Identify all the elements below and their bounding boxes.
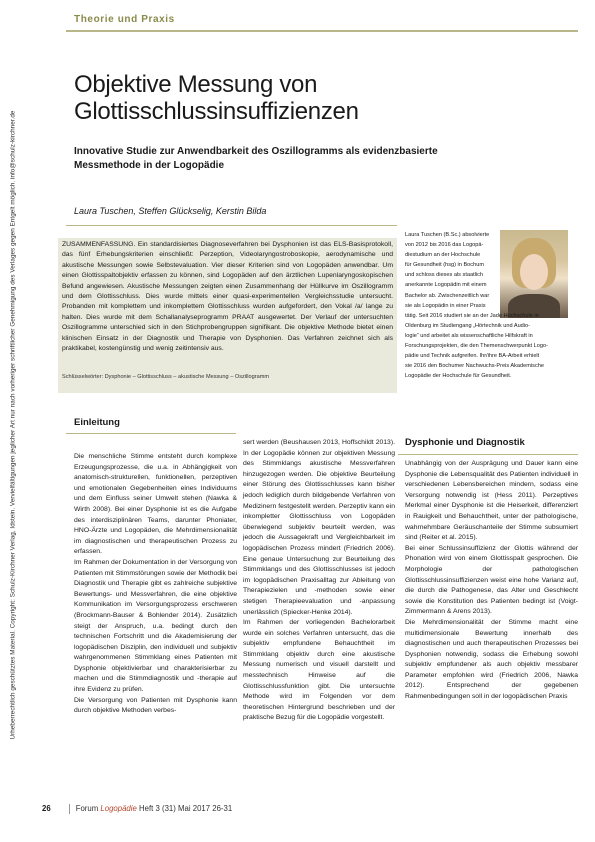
heading-rule xyxy=(66,433,236,434)
bio-line: sie 2016 den Bochumer Nachwuchs-Preis Akademische xyxy=(405,363,544,370)
bio-line: Bachelor ab. Zwischenzeitlich war xyxy=(405,292,490,299)
article-authors: Laura Tuschen, Steffen Glückselig, Kerstin Bilda xyxy=(74,206,267,216)
paragraph: sert werden (Beushausen 2013, Hoffschildt 2013). In der Logopädie können zur objektiven Messung des Stimmklangs akustische Messverfahren hinzugezogen werden. Die objektive Beurteilung einer Störung des Glottisschlusses kann bisher jedoch lediglich durch bildgebende Verfahren von Medizinern festgestellt werden. Perzeptiv kann ein inkompletter Glottisschluss von Logopäden überwiegend subjektiv beurteilt werden, was jedoch die Aussagekraft und Vergleichbarkeit im logopädischen Prozess mindert (Friedrich 2006). Eine genaue Untersuchung zur Beurteilung des Stimmklangs und des Glottisschlusses ist jedoch im logopädischen Praxisalltag zur Ableitung von Therapiezielen und -methoden sowie einer stetigen Therapieevaluation und -anpassung unerlässlich (Spiecker-Henke 2014). xyxy=(243,439,395,616)
column-1 xyxy=(74,452,237,717)
paragraph: Im Rahmen der Dokumentation in der Versorgung von Patienten mit Stimmstörungen sowie der Methodik bei Diagnostik und Therapie gibt es zahlreiche subjektive Bewertungs- und Messverfahren, die eine objektive Kommunikation im Versorgungsprozess erschweren (Brockmann-Bauser & Bohlender 2014). Zusätzlich steigt der Anspruch, u.a. bedingt durch den technischen Fortschritt und die Akademisierung der logopädischen Disziplin, den individuell und subjektiv wahrgenommenen Stimmklang eines Patienten mit Dysphonie objektivierbar und charakterisierbar zu machen und die Stimmdiagnostik und -therapie auf ihre Evidenz zu prüfen. xyxy=(74,558,237,694)
bio-line: anerkannte Logopädin mit einem xyxy=(405,282,487,289)
article-title: Objektive Messung von Glottisschlussinsuffizienzen xyxy=(74,71,359,125)
bio-line: Laura Tuschen (B.Sc.) absolvierte xyxy=(405,232,490,238)
copyright-text: Urheberrechtlich geschütztes Material. Copyright: Schulz-Kirchner Verlag, Idstein. Vervielfältigungen jeglicher Art nur nach vorheriger schriftlicher Genehmigung des Verlages gegen Entgelt möglich. info@schulz-kirchner.de xyxy=(9,110,17,740)
bio-line: Oldenburg im Studiengang „Hörtechnik und Audio- xyxy=(405,322,531,329)
page-footer xyxy=(42,804,232,814)
bio-line: pädie und Technik aufgreifen. Ihr/ihre BA-Arbeit erhielt xyxy=(405,353,540,360)
keywords: Schlüsselwörter: Dysphonie – Glottisschluss – akustische Messung – Oszillogramm xyxy=(62,374,270,380)
author-bio xyxy=(405,230,577,381)
column-2 xyxy=(243,438,395,724)
heading-rule-2 xyxy=(398,454,578,455)
bio-line: Forschungsprojekten, die den Themenschwerpunkt Logo- xyxy=(405,343,548,350)
paragraph: Die menschliche Stimme entsteht durch komplexe Erzeugungsprozesse, die u.a. in Abhängigkeit von anatomisch-strukturellen, funktionellen, perzeptiven und emotionalen Gegebenheiten eines Individuums und dem Einfluss seiner Umwelt stehen (Nawka & Wirth 2008). Bei einer Dysphonie ist es die Aufgabe des interdisziplinären Teams, darunter Phoniater, HNO-Ärzte und Logopäden, die Mehrdimensionalität im diagnostischen und therapeutischen Prozess zu erfassen. xyxy=(74,453,237,556)
bio-line: und schloss dieses als staatlich xyxy=(405,272,484,279)
header-rule xyxy=(66,30,578,32)
footer-separator xyxy=(69,804,70,814)
paragraph: Unabhängig von der Ausprägung und Dauer kann eine Dysphonie die Lebensqualität des Patienten individuell in verschiedenen Lebensbereichen mindern, sodass eine Versorgung notwendig ist (Hess 2011). Perzeptives Merkmal einer Dysphonie ist die Heiserkeit, differenziert in Rauigkeit und Behauchtheit, unter der pathologische, wahrnehmbare Geräuschanteile der Stimme subsumiert sind (Reiter et al. 2015). xyxy=(405,460,578,542)
paragraph: Die Versorgung von Patienten mit Dysphonie kann durch objektive Methoden verbes- xyxy=(74,696,237,715)
issue-info: Heft 3 (31) Mai 2017 26-31 xyxy=(139,804,233,814)
author-rule xyxy=(66,225,397,226)
journal-forum: Forum xyxy=(75,804,99,814)
bio-line: logie“ und arbeitet als wissenschaftliche Hilfskraft in xyxy=(405,332,533,339)
column-3 xyxy=(405,459,578,703)
bio-line: tätig. Seit 2016 studiert sie an der Jade Hochschule in xyxy=(405,312,539,319)
article-subtitle: Innovative Studie zur Anwendbarkeit des Oszillogramms als evidenzbasierte Messmethode in der Logopädie xyxy=(74,146,438,171)
heading-einleitung: Einleitung xyxy=(74,417,120,428)
page-number: 26 xyxy=(42,804,51,814)
paragraph: Bei einer Schlussinsuffizienz der Glottis während der Phonation wird von einem Glottisspalt gesprochen. Die Morphologie der pathologischen Glottisschlussinsuffizienzen weist eine hohe Varianz auf, die durch die Pathogenese, das Alter und Geschlecht sowie die Konstitution des Patienten bedingt ist (Voigt-Zimmermann & Arens 2013). xyxy=(405,544,578,616)
bio-line: diestudium an der Hochschule xyxy=(405,252,481,259)
bio-line: für Gesundheit (hsg) in Bochum xyxy=(405,262,484,269)
heading-dysphonie: Dysphonie und Diagnostik xyxy=(405,437,525,448)
paragraph: Im Rahmen der vorliegenden Bachelorarbeit wurde ein solches Verfahren untersucht, das die subjektiv empfundene Behauchtheit im Stimmklang objektiv durch eine akustische Messung numerisch und visuell darstellt und messtechnisch Hinweise auf die Glottisschlussfunktion gibt. Die untersuchte Methode wird im Folgenden vor dem theoretischen Hintergrund beschrieben und der praktische Bezug für die Logopädie vorgestellt. xyxy=(243,619,395,722)
paragraph: Die Mehrdimensionalität der Stimme macht eine multidimensionale Bewertung innerhalb des diagnostischen und auch therapeutischen Prozesses bei Dysphonien notwendig, sodass die Erhebung sowohl subjektiv empfundener als auch objektiv messbarer Parameter empfohlen wird (Friedrich 2006, Nawka 2012). Entsprechend der gegebenen Rahmenbedingungen soll in der logopädischen Praxis xyxy=(405,618,578,701)
copyright-side-note xyxy=(2,30,24,820)
bio-line: von 2012 bis 2016 das Logopä- xyxy=(405,242,484,249)
bio-line: Logopädie der Hochschule für Gesundheit. xyxy=(405,373,512,380)
bio-line: sie als Logopädin in einer Praxis xyxy=(405,302,486,309)
journal-logo: Logopädie xyxy=(100,804,137,814)
section-label: Theorie und Praxis xyxy=(74,14,175,25)
abstract-text: ZUSAMMENFASSUNG. Ein standardisiertes Diagnoseverfahren bei Dysphonien ist das ELS-Basisprotokoll, das fünf Erhebungskriterien einschließt: Perzeption, Videolaryngostroboskopie, aerodynamische und akustische Messungen sowie Selbstevaluation. Vier dieser Kriterien sind von Logopäden anwendbar. Um einen Glottisspaltobjektiv erfassen zu können, sind Logopäden auf den ärztlichen Lupenlaryngoskopischen Befund angewiesen. Akustische Messungen zeigten einen Zusammenhang der Hüllkurve im Oszillogramm und dem Glottisschluss. Dies wurde mittels einer quasi-experimentellen Vergleichsstudie untersucht. Probanden mit komplettem und inkomplettem Glottisschluss wurden aufgefordert, den Vokal /a/ lange zu halten. Dies wurde mit dem Schallanalyseprogramm PRAAT ausgewertet. Der Verlauf der untersuchten Oszillogramme unterschied sich in den Stichprobengruppen signifikant. Die objektive Methode bietet einen klinischen Einsatz in der Diagnostik und Therapie von Dysphonien. Das Verfahren zeichnet sich als praktikabel, kostengünstig und wenig zeitintensiv aus. xyxy=(62,241,393,353)
